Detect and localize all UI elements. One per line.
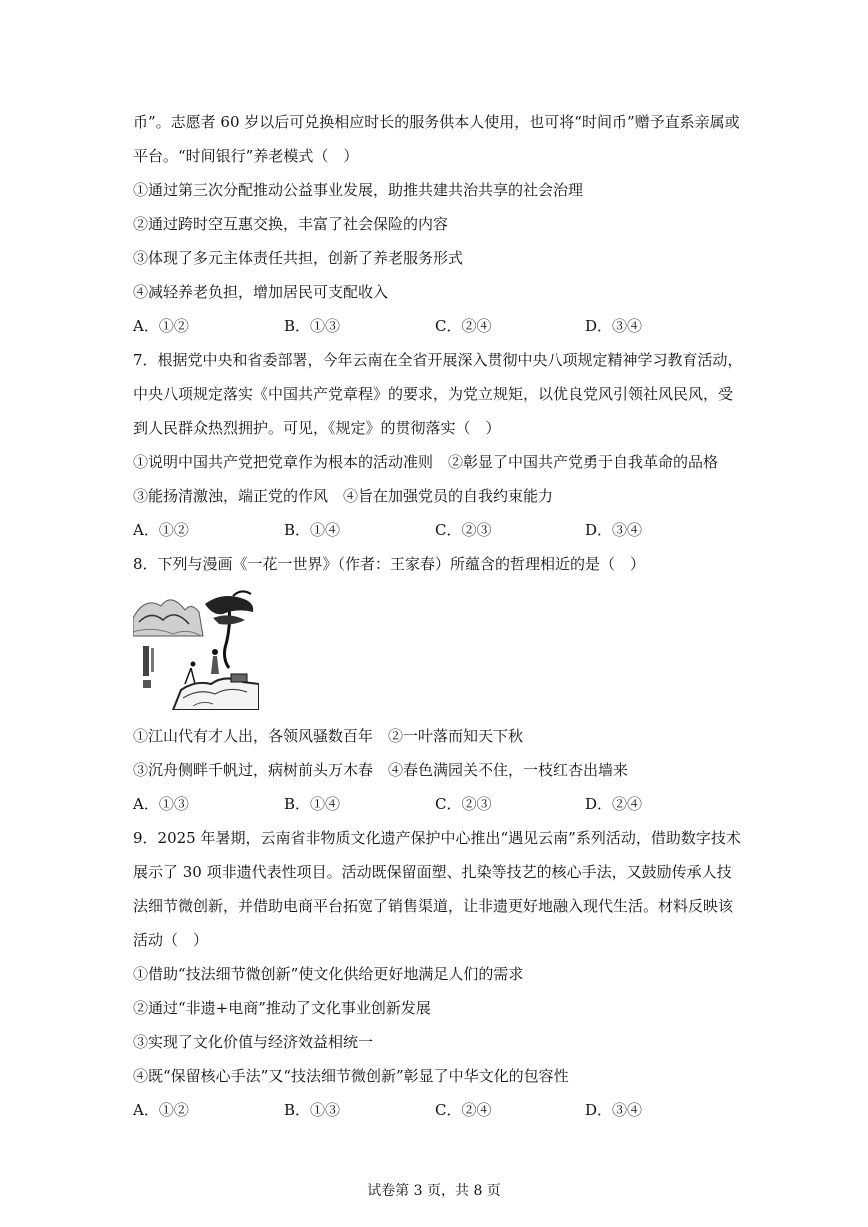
q7-option-d: D．③④ — [585, 521, 643, 539]
q8-option-a: A．①③ — [133, 795, 189, 813]
q8-statements-2: ③沉舟侧畔千帆过，病树前头万木春 ④春色满园关不住，一枝红杏出墙来 — [133, 761, 629, 779]
q9-statement-3: ③实现了文化价值与经济效益相统一 — [133, 1033, 374, 1051]
q9-stem-line-2: 展示了 30 项非遗代表性项目。活动既保留面塑、扎染等技艺的核心手法，又鼓励传承人技 — [133, 863, 732, 881]
q9-option-b: B．①③ — [284, 1101, 341, 1119]
page-footer: 试卷第 3 页，共 8 页 — [367, 1183, 501, 1199]
q6-statement-1: ①通过第三次分配推动公益事业发展，助推共建共治共享的社会治理 — [133, 181, 584, 199]
q6-text-line-1: 币”。志愿者 60 岁以后可兑换相应时长的服务供本人使用，也可将“时间币”赠予直系亲属或 — [133, 113, 740, 131]
q9-option-c: C．②④ — [435, 1101, 492, 1119]
q8-statements-1: ①江山代有才人出，各领风骚数百年 ②一叶落而知天下秋 — [133, 727, 524, 745]
q7-option-c: C．②③ — [435, 521, 492, 539]
q8-stem: 8．下列与漫画《一花一世界》（作者：王家春）所蕴含的哲理相近的是（ ） — [133, 555, 646, 573]
q6-statement-4: ④减轻养老负担，增加居民可支配收入 — [133, 283, 389, 301]
q7-stem-line-2: 中央八项规定落实《中国共产党章程》的要求，为党立规矩，以优良党风引领社风民风，受 — [133, 385, 734, 403]
q7-stem-line-3: 到人民群众热烈拥护。可见，《规定》的贯彻落实（ ） — [133, 419, 501, 437]
q7-option-a: A．①② — [133, 521, 189, 539]
q7-statements-2: ③能扬清激浊，端正党的作风 ④旨在加强党员的自我约束能力 — [133, 487, 554, 505]
q6-option-a: A．①② — [133, 317, 189, 335]
q6-text-line-2: 平台。“时间银行”养老模式（ ） — [133, 147, 359, 165]
q7-option-b: B．①④ — [284, 521, 341, 539]
q7-statements-1: ①说明中国共产党把党章作为根本的活动准则 ②彰显了中国共产党勇于自我革命的品格 — [133, 453, 719, 471]
q6-statement-3: ③体现了多元主体责任共担，创新了养老服务形式 — [133, 249, 464, 267]
q6-option-b: B．①③ — [284, 317, 341, 335]
q9-option-d: D．③④ — [585, 1101, 643, 1119]
q8-option-c: C．②③ — [435, 795, 492, 813]
q9-stem-line-1: 9．2025 年暑期，云南省非物质文化遗产保护中心推出“遇见云南”系列活动，借助数字技术 — [133, 829, 741, 847]
q6-statement-2: ②通过跨时空互惠交换，丰富了社会保险的内容 — [133, 215, 449, 233]
q6-option-d: D．③④ — [585, 317, 643, 335]
comic-illustration — [133, 588, 259, 710]
q9-statement-2: ②通过“非遗+电商”推动了文化事业创新发展 — [133, 999, 431, 1017]
q8-option-d: D．②④ — [585, 795, 643, 813]
q8-option-b: B．①④ — [284, 795, 341, 813]
q9-stem-line-4: 活动（ ） — [133, 931, 209, 949]
q9-statement-4: ④既“保留核心手法”又“技法细节微创新”彰显了中华文化的包容性 — [133, 1067, 569, 1085]
q9-option-a: A．①② — [133, 1101, 189, 1119]
q6-option-c: C．②④ — [435, 317, 492, 335]
q9-statement-1: ①借助“技法细节微创新”使文化供给更好地满足人们的需求 — [133, 965, 524, 983]
q9-stem-line-3: 法细节微创新，并借助电商平台拓宽了销售渠道，让非遗更好地融入现代生活。材料反映该 — [133, 897, 734, 915]
q7-stem-line-1: 7．根据党中央和省委部署，今年云南在全省开展深入贯彻中央八项规定精神学习教育活动， — [133, 351, 743, 369]
